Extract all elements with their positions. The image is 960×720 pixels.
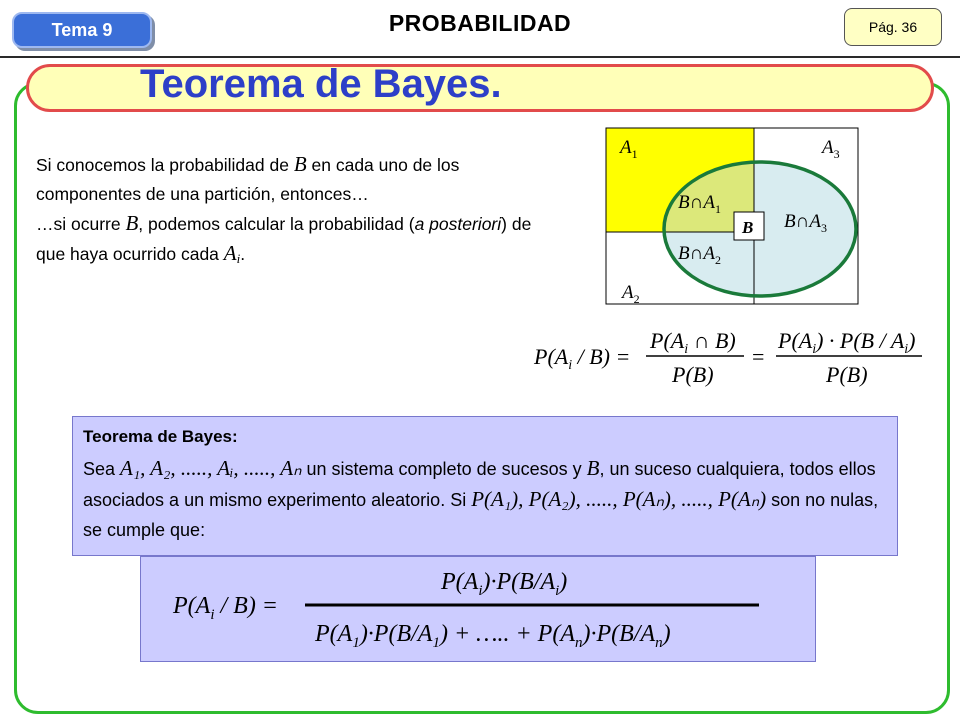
theorem-probabilities-list: P(A₁), P(A₂), ....., P(Aₙ), ....., P(Aₙ) [471, 487, 767, 511]
theorem-body: Sea A₁, A₂, ....., Aᵢ, ....., Aₙ un sistema completo de sucesos y B, un suceso cualquiera, todos ellos asociados a un mismo experimento aleatorio. Si P(A₁), P(A₂), ....., P(Aₙ), ....., P(Aₙ) son no nulas, se cumple que: [83, 456, 879, 540]
label-b-cap-a2: $B\cap A_2$ [678, 243, 721, 267]
bayes-derivation-equation [528, 322, 928, 392]
intro-paragraph-2: …si ocurre B, podemos calcular la probabilidad (a posteriori) de que haya ocurrido cada Ai. [36, 211, 532, 266]
formula-denominator: $P(A_1)\cdot P(B/A_1)$ + ….. + $P(A_n)\cdot P(B/A_n)$ [315, 621, 671, 651]
page-number: Pág. 36 [844, 8, 942, 46]
eq1-numerator-1: $P(A_i$ ∩ B) [650, 328, 736, 357]
slide-title: Teorema de Bayes. [140, 62, 502, 106]
eq1-denominator-2: P(B) [826, 362, 868, 387]
theorem-statement-box [72, 416, 898, 556]
intro-text [36, 150, 556, 273]
label-a1: $A_1$ [620, 137, 638, 161]
header-title: PROBABILIDAD [388, 10, 572, 36]
formula-numerator: $P(A_i)\cdot P(B/A_i)$ [441, 569, 568, 599]
formula-lhs: $P(A_i / B)$ = [173, 593, 278, 623]
label-a3: $A_3$ [822, 137, 840, 161]
theorem-title: Teorema de Bayes: [83, 427, 238, 446]
label-b-cap-a1: $B\cap A_1$ [678, 192, 721, 216]
eq1-equals: = [752, 344, 765, 369]
label-b-cap-a3: $B\cap A_3$ [784, 211, 827, 235]
eq1-numerator-2: $P(A_i) \cdot P(B / A_i)$ [778, 328, 916, 357]
label-b: B [742, 218, 754, 237]
bayes-formula [141, 557, 817, 663]
eq1-denominator-1: P(B) [672, 362, 714, 387]
theorem-events-list: A₁, A₂, ....., Aᵢ, ....., Aₙ [120, 456, 302, 480]
intro-paragraph-1: Si conocemos la probabilidad de B en cada uno de los componentes de una partición, entonces… [36, 152, 460, 204]
partition-diagram [604, 126, 862, 308]
eq1-lhs: $P(A_i / B)$ = [534, 344, 631, 373]
label-a2: $A_2$ [622, 282, 640, 306]
bayes-formula-box [140, 556, 816, 662]
topic-badge: Tema 9 [12, 12, 152, 48]
